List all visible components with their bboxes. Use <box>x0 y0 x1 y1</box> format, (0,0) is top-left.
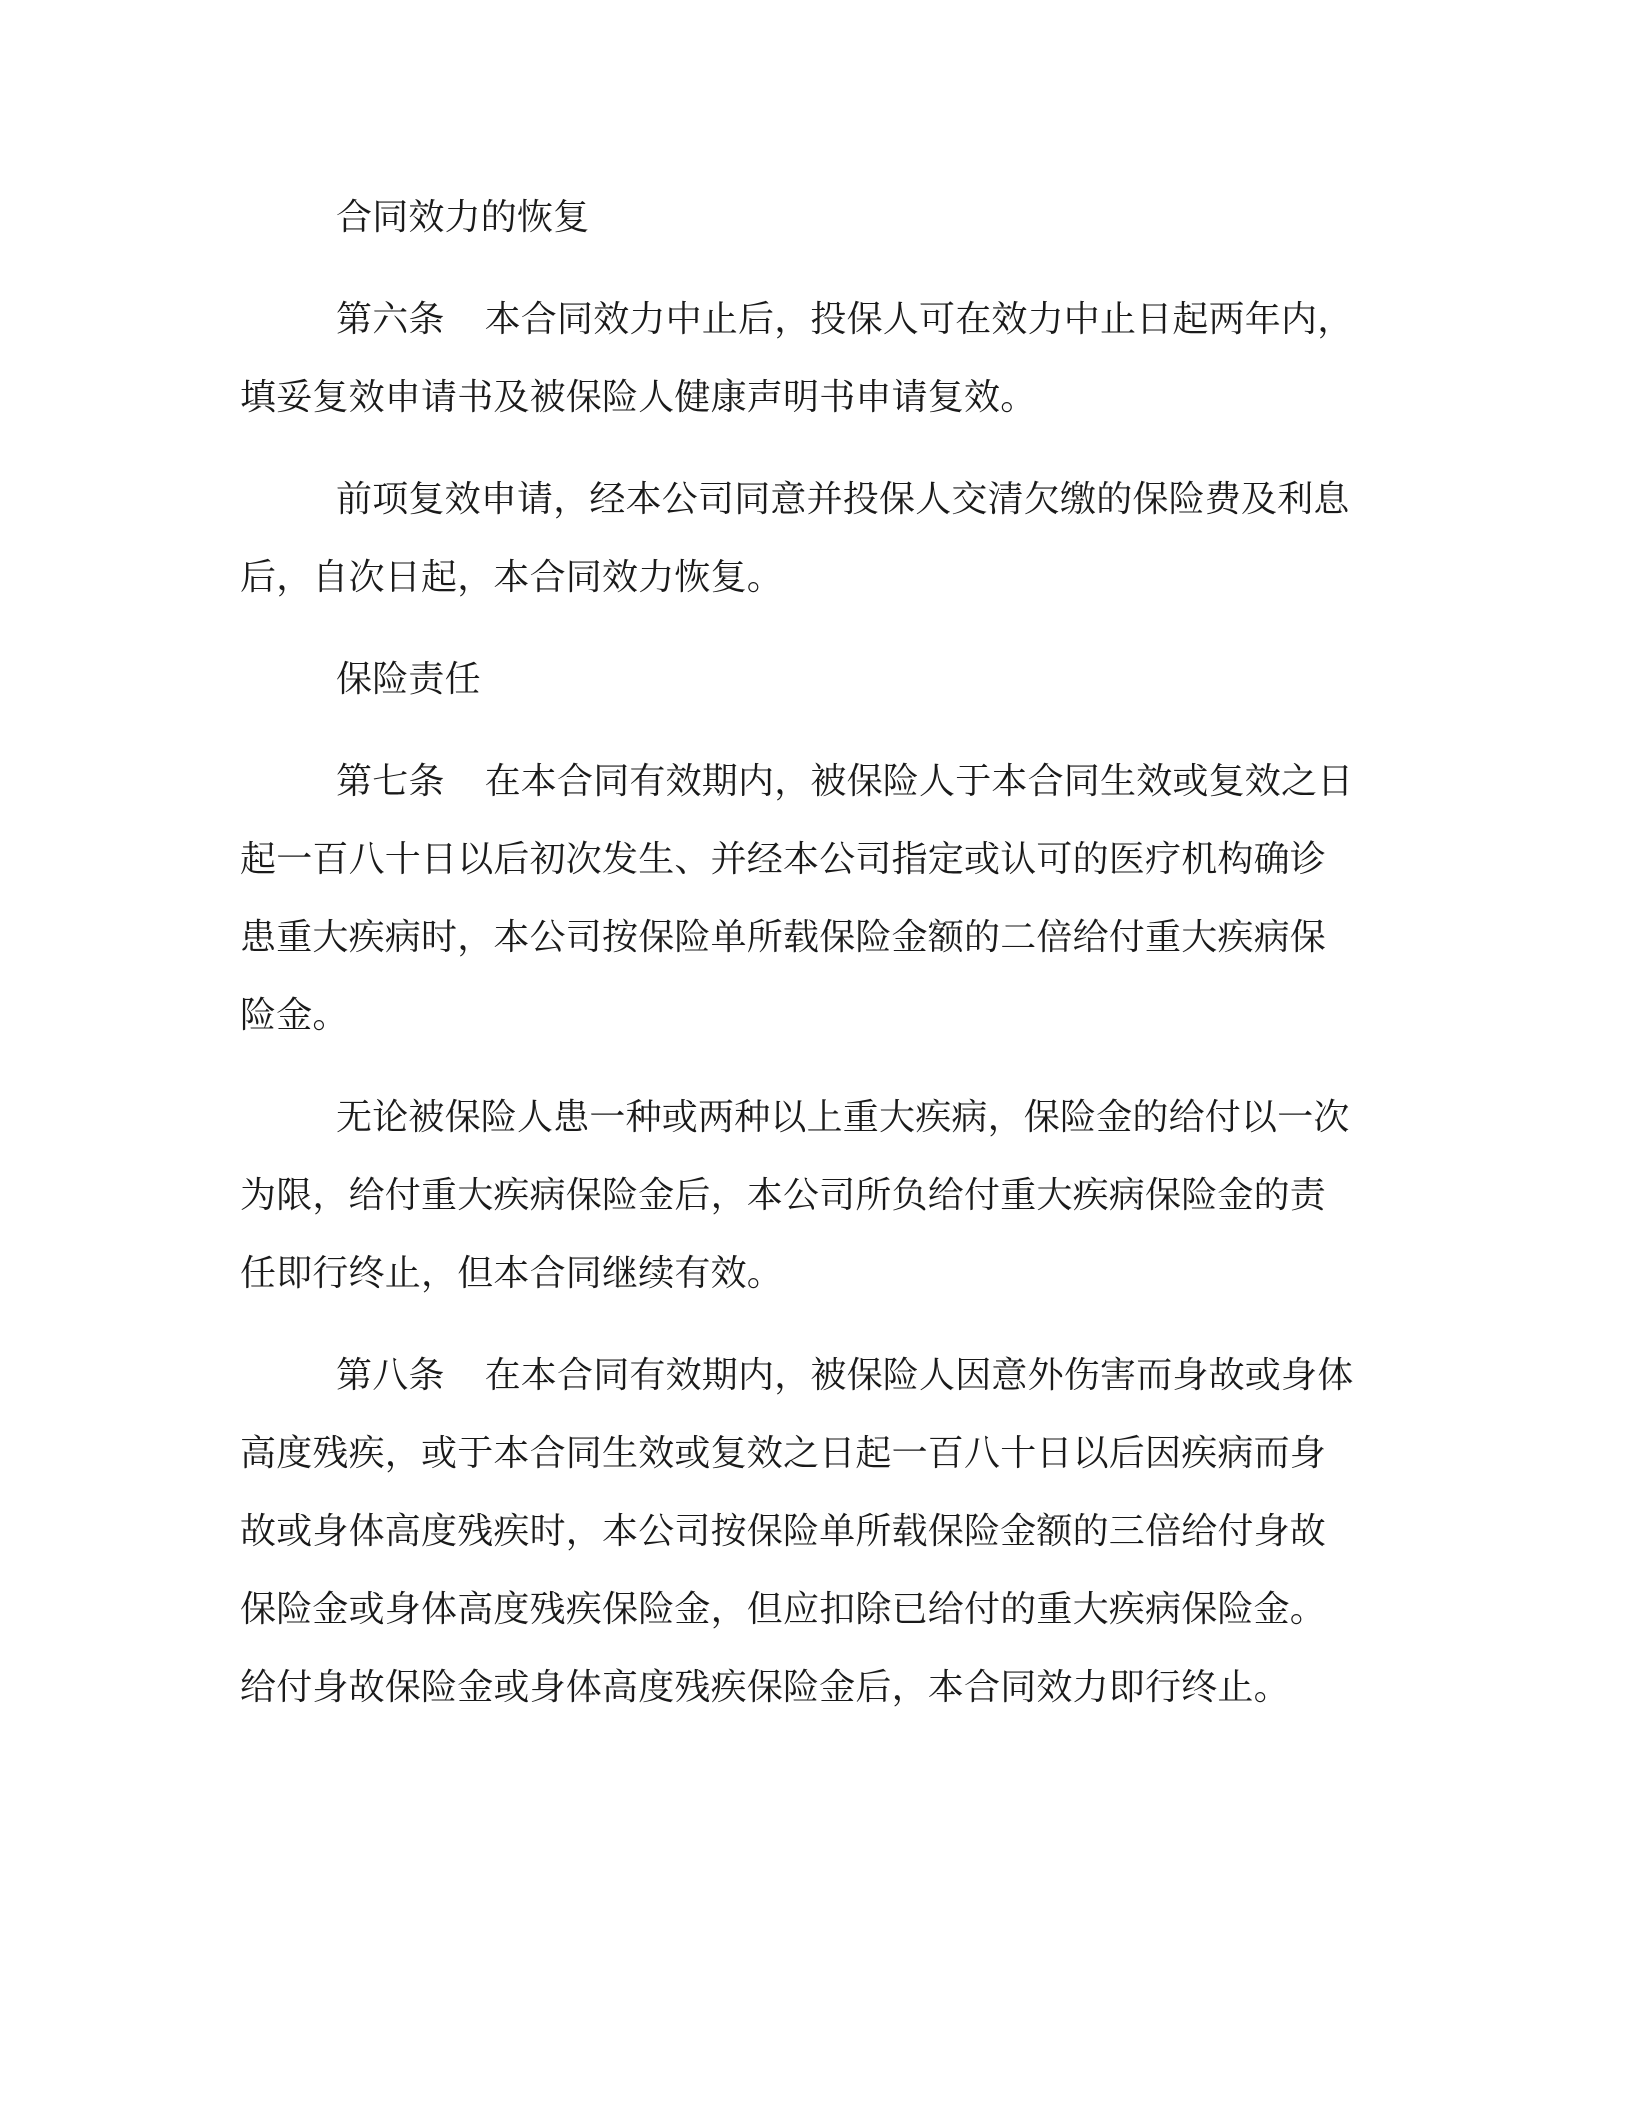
article-8-line-4: 保险金或身体高度残疾保险金，但应扣除已给付的重大疾病保险金。 <box>240 1589 1327 1630</box>
article-7-line-4: 险金。 <box>240 995 349 1036</box>
paragraph-line: 为限，给付重大疾病保险金后，本公司所负给付重大疾病保险金的责 <box>240 1175 1327 1216</box>
article-7-line-2: 起一百八十日以后初次发生、并经本公司指定或认可的医疗机构确诊 <box>240 839 1327 880</box>
paragraph-line: 任即行终止，但本合同继续有效。 <box>240 1253 784 1294</box>
paragraph-line: 后，自次日起，本合同效力恢复。 <box>240 557 784 598</box>
article-number: 第八条 <box>336 1355 445 1396</box>
paragraph-line: 前项复效申请，经本公司同意并投保人交清欠缴的保险费及利息 <box>336 479 1350 520</box>
section-heading: 保险责任 <box>336 659 481 700</box>
article-8-line-3: 故或身体高度残疾时，本公司按保险单所载保险金额的三倍给付身故 <box>240 1511 1327 1552</box>
article-7-line-1: 第七条 在本合同有效期内，被保险人于本合同生效或复效之日 <box>336 761 1354 802</box>
article-number: 第七条 <box>336 761 445 802</box>
article-7-line-3: 患重大疾病时，本公司按保险单所载保险金额的二倍给付重大疾病保 <box>240 917 1327 958</box>
article-8-line-2: 高度残疾，或于本合同生效或复效之日起一百八十日以后因疾病而身 <box>240 1433 1327 1474</box>
article-6-line-1: 第六条 本合同效力中止后，投保人可在效力中止日起两年内， <box>336 299 1354 340</box>
paragraph-line: 无论被保险人患一种或两种以上重大疾病，保险金的给付以一次 <box>336 1097 1350 1138</box>
article-number: 第六条 <box>336 299 445 340</box>
article-6-line-2: 填妥复效申请书及被保险人健康声明书申请复效。 <box>240 377 1037 418</box>
section-heading: 合同效力的恢复 <box>336 197 590 238</box>
article-8-line-1: 第八条 在本合同有效期内，被保险人因意外伤害而身故或身体 <box>336 1355 1354 1396</box>
article-8-line-5: 给付身故保险金或身体高度残疾保险金后，本合同效力即行终止。 <box>240 1667 1290 1708</box>
